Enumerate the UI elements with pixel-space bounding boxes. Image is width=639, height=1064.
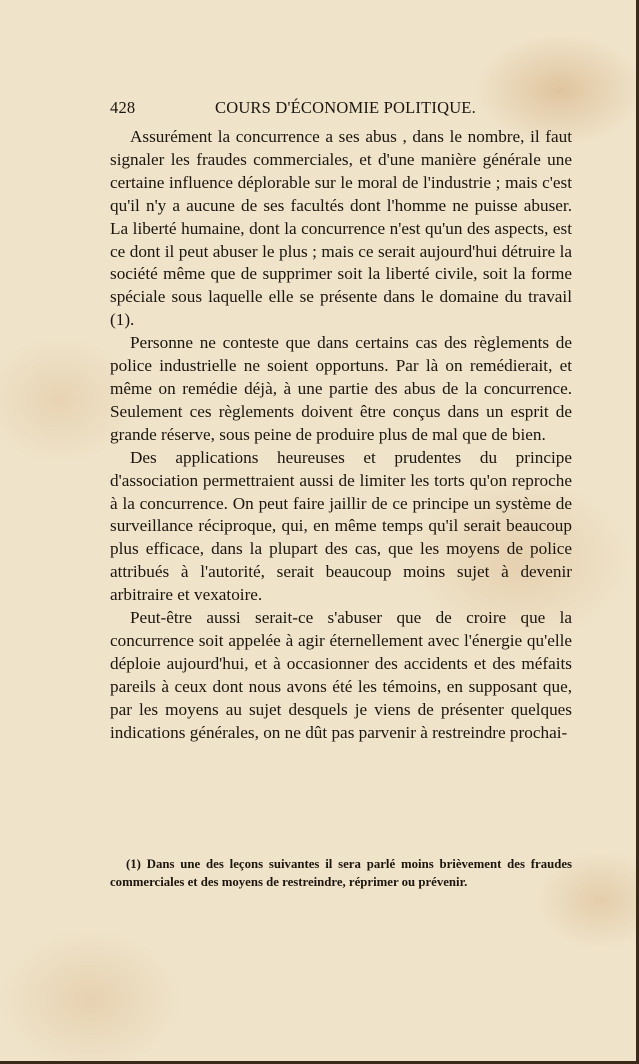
- running-title: COURS D'ÉCONOMIE POLITIQUE.: [215, 98, 476, 117]
- footnote: [110, 855, 572, 891]
- page-header: [110, 98, 572, 120]
- paragraph: Personne ne conteste que dans certains cas des règlements de police industrielle ne soient opportuns. Par là on remédierait, et même on remédie déjà, à une partie des abus de la concurrence. Seulement ces règlements doivent être conçus dans un esprit de grande réserve, sous peine de produire plus de mal que de bien.: [110, 333, 572, 444]
- body-text: [110, 126, 572, 744]
- paragraph: Des applications heureuses et prudentes du principe d'association permettraient aussi de limiter les torts qu'on reproche à la concurrence. On peut faire jaillir de ce principe un système de surveillance réciproque, qui, en même temps qu'il serait beaucoup plus efficace, dans la plupart des cas, que les moyens de police attribués à l'autorité, serait beaucoup moins sujet à devenir arbitraire et vexatoire.: [110, 447, 572, 605]
- paragraph: Peut-être aussi serait-ce s'abuser que de croire que la concurrence soit appelée à agir éternellement avec l'énergie qu'elle déploie aujourd'hui, et à occasionner des accidents et des méfaits pareils à ceux dont nous avons été les témoins, en supposant que, par les moyens au sujet desquels je viens de présenter quelques indications générales, on ne dût pas parvenir à restreindre prochai-: [110, 608, 572, 742]
- footnote-text: (1) Dans une des leçons suivantes il sera parlé moins brièvement des fraudes commerciales et des moyens de restreindre, réprimer ou prévenir.: [110, 857, 572, 889]
- page-number: 428: [110, 98, 136, 117]
- paragraph: Assurément la concurrence a ses abus , dans le nombre, il faut signaler les fraudes commerciales, et d'une manière générale une certaine influence déplorable sur le moral de l'industrie ; mais c'est qu'il n'y a aucune de ses facultés dont l'homme ne puisse abuser. La liberté humaine, dont la concurrence n'est qu'un des aspects, est ce dont il peut abuser le plus ; mais ce serait aujourd'hui détruire la société même que de supprimer soit la liberté civile, soit la forme spéciale sous laquelle elle se présente dans le domaine du travail (1).: [110, 127, 572, 330]
